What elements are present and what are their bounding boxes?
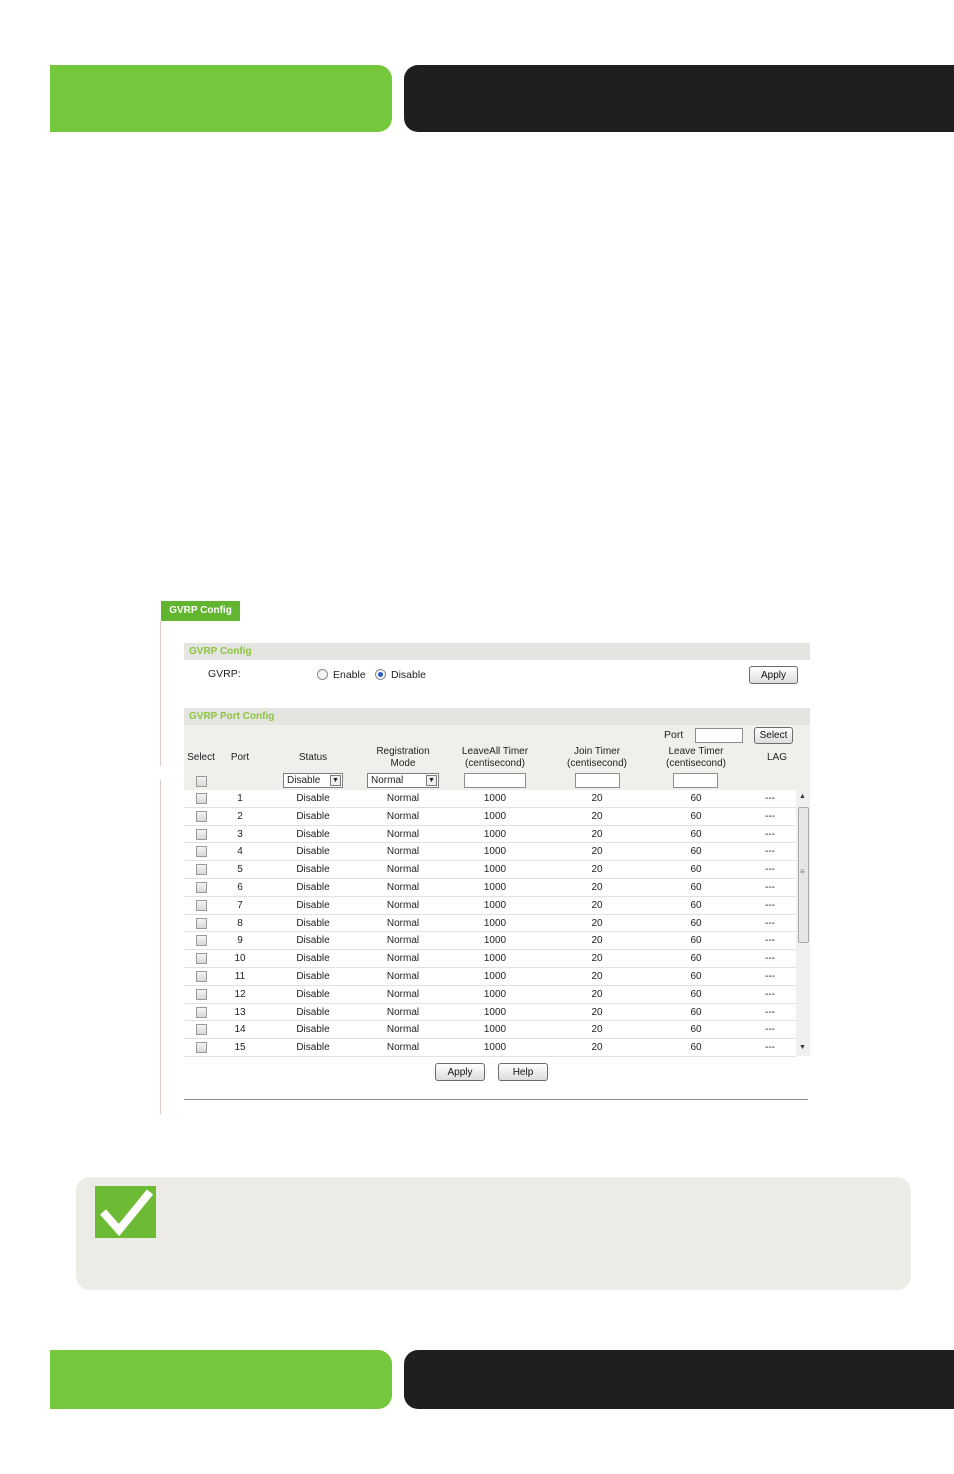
cell-leaveall: 1000 — [483, 864, 507, 876]
table-row — [184, 1039, 796, 1057]
cell-join: 20 — [591, 828, 603, 840]
cell-port: 2 — [237, 810, 243, 822]
cell-join: 20 — [591, 899, 603, 911]
cell-leaveall: 1000 — [483, 1006, 507, 1018]
left-divider-lower — [160, 780, 161, 1114]
cell-status: Disable — [296, 810, 330, 822]
gvrp-disable-label: Disable — [391, 669, 427, 681]
port-select-button[interactable]: Select — [754, 727, 793, 744]
cell-leave: 60 — [690, 953, 702, 965]
cell-mode: Normal — [386, 882, 420, 893]
join-batch-input[interactable] — [575, 773, 620, 788]
note-box — [76, 1177, 911, 1290]
cell-status: Disable — [296, 828, 330, 840]
col-header-registration-mode — [364, 746, 442, 770]
cell-leave: 60 — [690, 793, 702, 804]
row-select-checkbox[interactable] — [196, 918, 207, 929]
cell-lag: --- — [765, 917, 775, 929]
mode-batch-value: Normal — [371, 775, 404, 786]
chevron-down-icon: ▼ — [330, 775, 341, 786]
cell-lag: --- — [765, 1006, 775, 1018]
cell-leaveall: 1000 — [483, 1042, 507, 1054]
cell-leaveall: 1000 — [483, 810, 507, 822]
header-green-bar — [50, 65, 392, 132]
help-button[interactable]: Help — [498, 1063, 548, 1081]
footer-dark-bar — [404, 1350, 954, 1409]
table-row — [184, 986, 796, 1004]
cell-leaveall: 1000 — [483, 899, 507, 911]
table-row — [184, 826, 796, 844]
col-header-leave-line1: Leave Timer — [668, 746, 724, 757]
cell-status: Disable — [296, 971, 330, 982]
cell-mode: Normal — [386, 953, 420, 965]
cell-port: 1 — [237, 793, 243, 804]
row-select-checkbox[interactable] — [196, 829, 207, 840]
cell-lag: --- — [765, 1024, 775, 1036]
cell-leave: 60 — [690, 882, 702, 893]
col-header-port: Port — [230, 752, 250, 763]
cell-leaveall: 1000 — [483, 935, 507, 947]
cell-leave: 60 — [690, 1006, 702, 1018]
footer-green-bar — [50, 1350, 392, 1409]
cell-port: 5 — [237, 864, 243, 876]
cell-leave: 60 — [690, 917, 702, 929]
cell-join: 20 — [591, 1024, 603, 1036]
row-select-checkbox[interactable] — [196, 846, 207, 857]
cell-join: 20 — [591, 810, 603, 822]
row-select-checkbox[interactable] — [196, 1024, 207, 1035]
cell-status: Disable — [296, 917, 330, 929]
row-select-checkbox[interactable] — [196, 953, 207, 964]
cell-join: 20 — [591, 917, 603, 929]
col-header-registration-line1: Registration — [376, 746, 430, 757]
cell-lag: --- — [765, 971, 775, 982]
cell-join: 20 — [591, 846, 603, 858]
cell-lag: --- — [765, 899, 775, 911]
cell-mode: Normal — [386, 793, 420, 804]
header-dark-bar — [404, 65, 954, 132]
leave-batch-input[interactable] — [673, 773, 718, 788]
chevron-down-icon: ▼ — [426, 775, 437, 786]
cell-lag: --- — [765, 953, 775, 965]
row-select-checkbox[interactable] — [196, 935, 207, 946]
cell-port: 7 — [237, 899, 243, 911]
gvrp-enable-radio[interactable] — [317, 669, 328, 680]
table-row — [184, 1021, 796, 1039]
table-row — [184, 1004, 796, 1022]
cell-leaveall: 1000 — [483, 1024, 507, 1036]
cell-lag: --- — [765, 988, 775, 1000]
col-header-leaveall-timer — [444, 746, 546, 770]
table-row — [184, 790, 796, 808]
select-all-checkbox[interactable] — [196, 776, 207, 787]
status-batch-select[interactable] — [283, 773, 343, 788]
cell-lag: --- — [765, 828, 775, 840]
left-divider — [160, 621, 161, 766]
cell-join: 20 — [591, 1006, 603, 1018]
row-select-checkbox[interactable] — [196, 882, 207, 893]
col-header-leaveall-line1: LeaveAll Timer — [461, 746, 529, 757]
cell-mode: Normal — [386, 1006, 420, 1018]
table-scrollbar[interactable] — [796, 790, 810, 1056]
cell-join: 20 — [591, 882, 603, 893]
cell-status: Disable — [296, 882, 330, 893]
cell-lag: --- — [765, 810, 775, 822]
col-header-registration-line2: Mode — [390, 758, 416, 769]
row-select-checkbox[interactable] — [196, 811, 207, 822]
cell-port: 12 — [234, 988, 246, 1000]
gvrp-disable-radio[interactable] — [375, 669, 386, 680]
cell-mode: Normal — [386, 917, 420, 929]
col-header-leaveall-line2: (centisecond) — [464, 758, 526, 769]
table-row — [184, 915, 796, 933]
scroll-grip-icon: ≡ — [800, 867, 805, 876]
row-select-checkbox[interactable] — [196, 793, 207, 804]
col-header-leave-line2: (centisecond) — [665, 758, 727, 769]
cell-leave: 60 — [690, 828, 702, 840]
cell-mode: Normal — [386, 1024, 420, 1036]
row-select-checkbox[interactable] — [196, 900, 207, 911]
cell-mode: Normal — [386, 988, 420, 1000]
table-row — [184, 897, 796, 915]
col-header-lag: LAG — [766, 752, 787, 763]
cell-mode: Normal — [386, 1042, 420, 1054]
cell-status: Disable — [296, 953, 330, 965]
cell-port: 9 — [237, 935, 243, 947]
cell-mode: Normal — [386, 846, 420, 858]
cell-lag: --- — [765, 846, 775, 858]
cell-status: Disable — [296, 1006, 330, 1018]
mode-batch-select[interactable] — [367, 773, 439, 788]
cell-leave: 60 — [690, 1042, 702, 1054]
cell-leave: 60 — [690, 971, 702, 982]
cell-status: Disable — [296, 793, 330, 804]
cell-leaveall: 1000 — [483, 882, 507, 893]
cell-port: 10 — [234, 953, 246, 965]
cell-leave: 60 — [690, 935, 702, 947]
cell-leave: 60 — [690, 846, 702, 858]
table-row — [184, 968, 796, 986]
cell-leave: 60 — [690, 864, 702, 876]
cell-lag: --- — [765, 935, 775, 947]
cell-join: 20 — [591, 793, 603, 804]
cell-lag: --- — [765, 882, 775, 893]
bottom-divider — [184, 1099, 808, 1100]
cell-port: 6 — [237, 882, 243, 893]
cell-port: 14 — [234, 1024, 246, 1036]
cell-join: 20 — [591, 971, 603, 982]
table-row — [184, 950, 796, 968]
cell-join: 20 — [591, 953, 603, 965]
cell-leave: 60 — [690, 988, 702, 1000]
cell-mode: Normal — [386, 864, 420, 876]
cell-join: 20 — [591, 864, 603, 876]
checkmark-icon — [95, 1186, 156, 1238]
cell-leaveall: 1000 — [483, 971, 507, 982]
cell-status: Disable — [296, 988, 330, 1000]
cell-join: 20 — [591, 988, 603, 1000]
gvrp-label: GVRP: — [208, 668, 241, 680]
col-header-join-line2: (centisecond) — [566, 758, 628, 769]
cell-status: Disable — [296, 1042, 330, 1054]
cell-status: Disable — [296, 1024, 330, 1036]
gvrp-port-config-section-title: GVRP Port Config — [184, 708, 810, 725]
gvrp-enable-label: Enable — [333, 669, 366, 681]
cell-leaveall: 1000 — [483, 846, 507, 858]
scroll-down-arrow-icon[interactable]: ▼ — [799, 1044, 806, 1051]
cell-port: 3 — [237, 828, 243, 840]
table-row — [184, 861, 796, 879]
col-header-select: Select — [187, 752, 215, 763]
cell-lag: --- — [765, 1042, 775, 1054]
port-search-label: Port — [664, 729, 684, 741]
table-row — [184, 879, 796, 897]
cell-status: Disable — [296, 846, 330, 858]
gvrp-config-section-title: GVRP Config — [184, 643, 810, 660]
table-row — [184, 932, 796, 950]
cell-leave: 60 — [690, 1024, 702, 1036]
cell-mode: Normal — [386, 828, 420, 840]
cell-leaveall: 1000 — [483, 793, 507, 804]
cell-port: 4 — [237, 846, 243, 858]
row-select-checkbox[interactable] — [196, 971, 207, 982]
table-row — [184, 843, 796, 861]
tab-gvrp-config[interactable]: GVRP Config — [161, 601, 240, 621]
table-row — [184, 808, 796, 826]
cell-join: 20 — [591, 935, 603, 947]
cell-port: 8 — [237, 917, 243, 929]
cell-status: Disable — [296, 899, 330, 911]
row-select-checkbox[interactable] — [196, 1042, 207, 1053]
cell-leave: 60 — [690, 899, 702, 911]
cell-port: 15 — [234, 1042, 246, 1054]
cell-port: 13 — [234, 1006, 246, 1018]
status-batch-value: Disable — [287, 775, 321, 786]
port-apply-button[interactable]: Apply — [435, 1063, 485, 1081]
leaveall-batch-input[interactable] — [464, 773, 526, 788]
row-select-checkbox[interactable] — [196, 864, 207, 875]
cell-port: 11 — [234, 971, 246, 982]
col-header-status: Status — [298, 752, 328, 763]
cell-leaveall: 1000 — [483, 828, 507, 840]
port-search-input[interactable] — [695, 728, 743, 743]
col-header-leave-timer — [648, 746, 744, 770]
cell-mode: Normal — [386, 810, 420, 822]
cell-leaveall: 1000 — [483, 988, 507, 1000]
col-header-join-timer — [548, 746, 646, 770]
cell-mode: Normal — [386, 971, 420, 982]
cell-join: 20 — [591, 1042, 603, 1054]
gvrp-apply-button[interactable]: Apply — [749, 666, 798, 684]
row-select-checkbox[interactable] — [196, 1007, 207, 1018]
cell-status: Disable — [296, 935, 330, 947]
cell-lag: --- — [765, 864, 775, 876]
cell-status: Disable — [296, 864, 330, 876]
cell-mode: Normal — [386, 935, 420, 947]
scroll-up-arrow-icon[interactable]: ▲ — [799, 793, 806, 800]
cell-leave: 60 — [690, 810, 702, 822]
cell-mode: Normal — [386, 899, 420, 911]
cell-leaveall: 1000 — [483, 917, 507, 929]
row-select-checkbox[interactable] — [196, 989, 207, 1000]
cell-lag: --- — [765, 793, 775, 804]
cell-leaveall: 1000 — [483, 953, 507, 965]
col-header-join-line1: Join Timer — [573, 746, 621, 757]
